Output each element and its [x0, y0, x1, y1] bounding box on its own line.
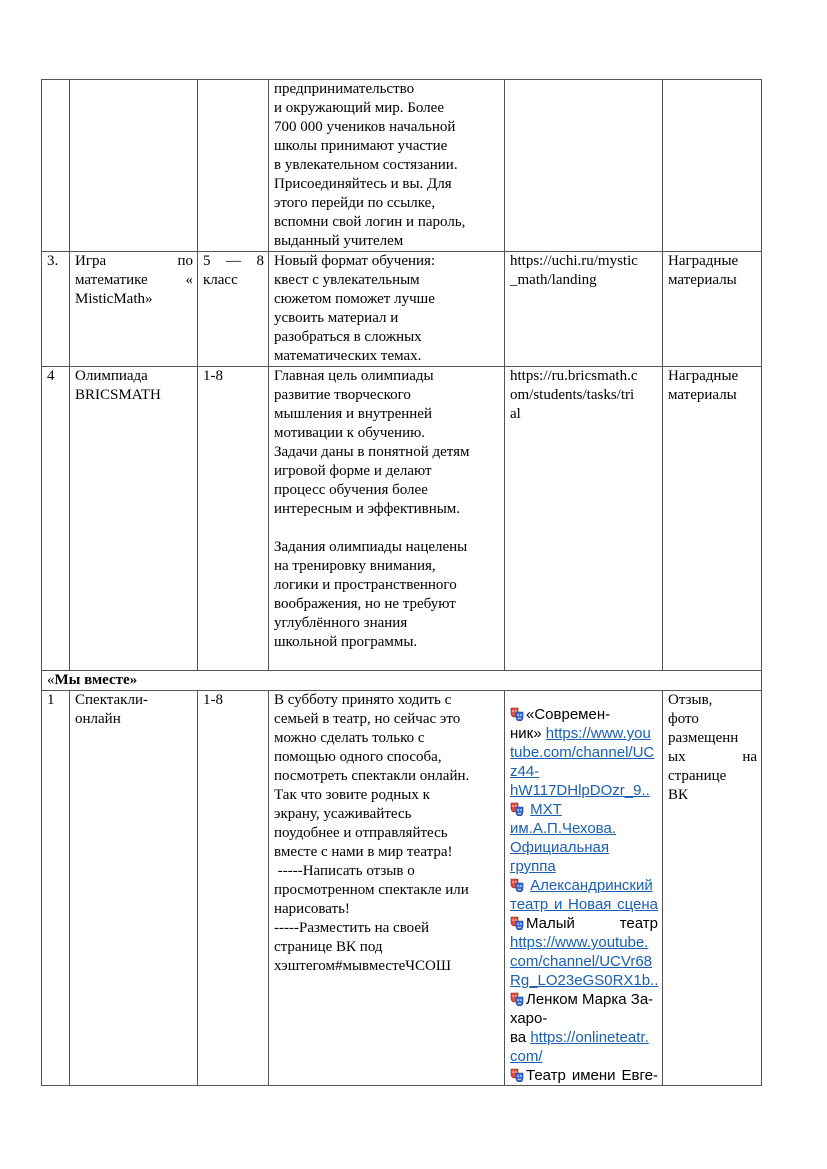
- description-line: математических темах.: [274, 348, 422, 364]
- grade-part: —: [226, 253, 241, 269]
- theatre-link[interactable]: hW117DHlpDOzr_9..: [510, 782, 650, 799]
- description-line: -----Написать отзыв о: [274, 863, 415, 879]
- cell-grade: [198, 80, 269, 252]
- theatre-link[interactable]: https://onlineteatr.: [530, 1029, 649, 1046]
- theatre-masks-icon: [510, 878, 524, 892]
- theatre-link[interactable]: z44-: [510, 763, 540, 780]
- resource-link[interactable]: _math/landing: [510, 272, 597, 288]
- theatre-name: ва: [510, 1029, 527, 1046]
- description-line: сюжетом поможет лучше: [274, 291, 435, 307]
- resource-link[interactable]: al: [510, 406, 521, 422]
- description-line: процесс обучения более: [274, 482, 428, 498]
- table-row: [42, 252, 762, 367]
- theatre-link[interactable]: Александринский: [530, 877, 653, 894]
- theatre-link[interactable]: https://www.you: [545, 725, 651, 742]
- description-line: на тренировку внимания,: [274, 558, 436, 574]
- cell-result: [663, 691, 762, 1086]
- theatre-masks-icon: [510, 802, 524, 816]
- result-text: ых: [668, 749, 686, 765]
- theatre-masks-icon: [510, 1068, 524, 1082]
- description-line: 700 000 учеников начальной: [274, 119, 456, 135]
- name-word: по: [177, 253, 193, 269]
- result-text: материалы: [668, 387, 737, 403]
- theatre-masks-icon: [510, 707, 524, 721]
- theatre-link[interactable]: театр и Новая сцена: [510, 896, 658, 913]
- description-line: школьной программы.: [274, 634, 418, 650]
- description-line: игровой форме и делают: [274, 463, 432, 479]
- description-line: вместе с нами в мир театра!: [274, 844, 453, 860]
- resource-link[interactable]: om/students/tasks/tri: [510, 387, 635, 403]
- result-text: Отзыв,: [668, 692, 713, 708]
- description-line: и окружающий мир. Более: [274, 100, 444, 116]
- cell-theatres: [505, 691, 663, 1086]
- description-line: посмотреть спектакли онлайн.: [274, 768, 470, 784]
- result-text: фото: [668, 711, 699, 727]
- description-line: предпринимательство: [274, 81, 415, 97]
- section-header-row: [42, 671, 762, 691]
- description-line: Задачи даны в понятной детям: [274, 444, 470, 460]
- description-line: странице ВК под: [274, 939, 383, 955]
- result-text: Наградные: [668, 368, 739, 384]
- resource-link[interactable]: https://ru.bricsmath.c: [510, 368, 638, 384]
- cell-description: [269, 691, 505, 1086]
- description-line: квест с увлекательным: [274, 272, 420, 288]
- result-text: Наградные: [668, 253, 739, 269]
- description-line: в увлекательном состязании.: [274, 157, 458, 173]
- theatre-name: Евге-: [621, 1067, 658, 1084]
- description-line: помощью одного способа,: [274, 749, 442, 765]
- section-title: [42, 671, 762, 691]
- description-line: воображения, но не требуют: [274, 596, 456, 612]
- grade-part: 5: [203, 253, 211, 269]
- grade-part: класс: [203, 272, 238, 288]
- description-line: школы принимают участие: [274, 138, 448, 154]
- description-line: Задания олимпиады нацелены: [274, 539, 468, 555]
- cell-grade: [198, 252, 269, 367]
- description-line: семьей в театр, но сейчас это: [274, 711, 461, 727]
- cell-result: [663, 367, 762, 671]
- result-text: на: [742, 749, 757, 765]
- description-line: хэштегом#мывместеЧСОШ: [274, 958, 451, 974]
- theatre-name: харо-: [510, 1010, 548, 1027]
- theatre-name: Театр: [526, 1067, 566, 1084]
- description-line: мышления и внутренней: [274, 406, 432, 422]
- name-word: «: [185, 272, 193, 288]
- result-text: размещенн: [668, 730, 739, 746]
- description-line: углублённого знания: [274, 615, 408, 631]
- description-line: разобраться в сложных: [274, 329, 422, 345]
- name-word: онлайн: [75, 711, 121, 727]
- cell-name: [70, 367, 198, 671]
- description-line: интересным и эффективным.: [274, 501, 461, 517]
- theatre-link[interactable]: com/channel/UCVr68: [510, 953, 653, 970]
- table-row: [42, 80, 762, 252]
- theatre-link[interactable]: им.А.П.Чехова.: [510, 820, 616, 837]
- cell-link[interactable]: [505, 252, 663, 367]
- cell-result: [663, 80, 762, 252]
- description-line: экрану, усаживайтесь: [274, 806, 412, 822]
- description-line: Новый формат обучения:: [274, 253, 436, 269]
- cell-num: [42, 80, 70, 252]
- theatre-link[interactable]: Rg_LO23eGS0RX1b..: [510, 972, 659, 989]
- cell-link: [505, 80, 663, 252]
- theatre-name: ник»: [510, 725, 542, 742]
- name-word: MisticMath»: [75, 291, 153, 307]
- theatre-masks-icon: [510, 916, 524, 930]
- name-word: BRICSMATH: [75, 387, 161, 403]
- theatre-link[interactable]: Официальная группа: [510, 839, 610, 875]
- theatre-name: Малый: [526, 915, 575, 932]
- cell-link[interactable]: [505, 367, 663, 671]
- result-text: странице: [668, 768, 727, 784]
- theatre-link[interactable]: https://www.youtube.: [510, 934, 649, 951]
- description-line: выданный учителем: [274, 233, 404, 249]
- cell-result: [663, 252, 762, 367]
- name-word: Спектакли-: [75, 692, 148, 708]
- description-line: Присоединяйтесь и вы. Для: [274, 176, 452, 192]
- description-line: этого перейди по ссылке,: [274, 195, 436, 211]
- result-text: материалы: [668, 272, 737, 288]
- theatre-masks-icon: [510, 992, 524, 1006]
- cell-description: [269, 252, 505, 367]
- cell-grade: 1-8: [198, 691, 269, 1086]
- events-table: [41, 79, 762, 1086]
- table-row: [42, 367, 762, 671]
- grade-part: 8: [256, 253, 264, 269]
- cell-num: 4: [42, 367, 70, 671]
- cell-num: 3.: [42, 252, 70, 367]
- theatre-link[interactable]: com/: [510, 1048, 543, 1065]
- description-line: Так что зовите родных к: [274, 787, 430, 803]
- name-word: математике: [75, 272, 148, 288]
- result-text: ВК: [668, 787, 689, 803]
- name-word: Олимпиада: [75, 368, 148, 384]
- cell-grade: 1-8: [198, 367, 269, 671]
- description-line: Главная цель олимпиады: [274, 368, 434, 384]
- description-line: -----Разместить на своей: [274, 920, 430, 936]
- cell-name: [70, 252, 198, 367]
- table-row: [42, 691, 762, 1086]
- section-title-text: Мы вместе»: [54, 672, 138, 688]
- name-word: Игра: [75, 253, 107, 269]
- theatre-link[interactable]: tube.com/channel/UC: [510, 744, 655, 761]
- description-line: поудобнее и отправляйтесь: [274, 825, 448, 841]
- description-line: усвоить материал и: [274, 310, 399, 326]
- cell-num: 1: [42, 691, 70, 1086]
- cell-name: [70, 80, 198, 252]
- cell-name: [70, 691, 198, 1086]
- cell-description: [269, 80, 505, 252]
- description-line: В субботу принято ходить с: [274, 692, 452, 708]
- section-quote: «: [47, 672, 55, 688]
- theatre-link[interactable]: МХТ: [530, 801, 562, 818]
- description-line: просмотренном спектакле или: [274, 882, 469, 898]
- theatre-name: Ленком Марка За-: [526, 991, 654, 1008]
- cell-description: [269, 367, 505, 671]
- description-line: логики и пространственного: [274, 577, 457, 593]
- description-line: нарисовать!: [274, 901, 350, 917]
- description-line: мотивации к обучению.: [274, 425, 426, 441]
- description-line: можно сделать только с: [274, 730, 425, 746]
- theatre-name: имени: [571, 1067, 616, 1084]
- description-line: развитие творческого: [274, 387, 411, 403]
- resource-link[interactable]: https://uchi.ru/mystic: [510, 253, 638, 269]
- description-line: вспомни свой логин и пароль,: [274, 214, 466, 230]
- theatre-name: театр: [619, 915, 658, 932]
- theatre-name: «Современ-: [526, 706, 611, 723]
